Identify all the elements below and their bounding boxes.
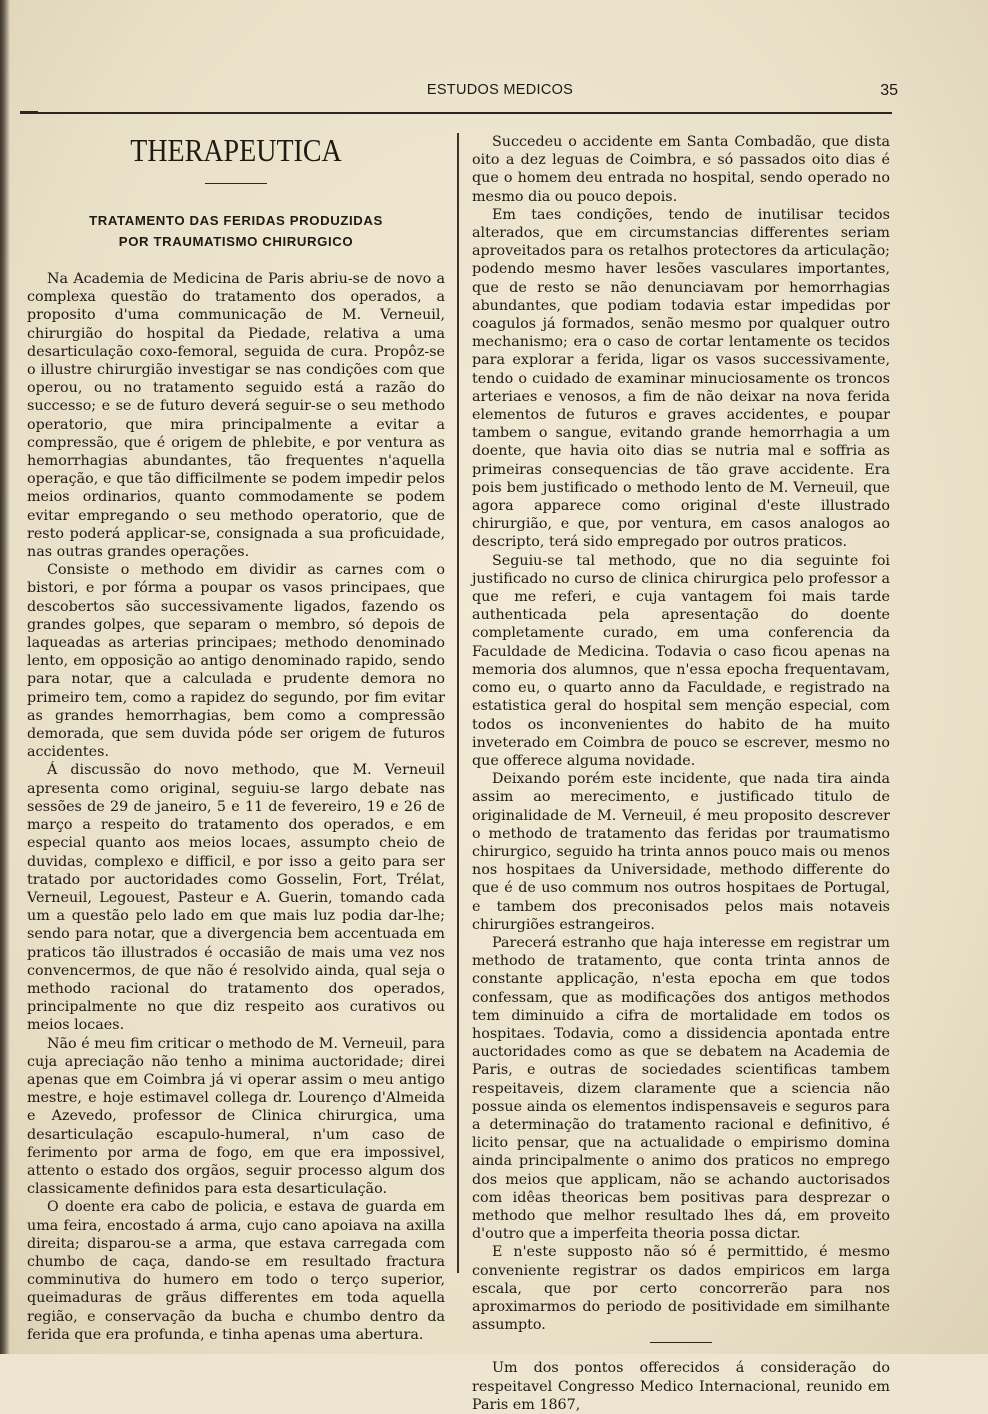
article-subtitle <box>27 210 445 252</box>
right-column <box>472 133 890 1414</box>
subtitle-line-1: TRATAMENTO DAS FERIDAS PRODUZIDAS <box>89 213 383 228</box>
paragraph: Na Academia de Medicina de Paris abriu-se de novo a complexa questão do tratamento dos operados, a proposito d'uma communicação de M. Verneuil, chirurgião do hospital da Piedade, relativa a uma desarticulação coxo-femoral, seguida de cura. Propôz-se o illustre chirurgião investigar se nas condições com que operou, ou no tratamento seguido está a razão do successo; e se de futuro deverá seguir-se o seu methodo operatorio, que mira principalmente a evitar a compressão, que é origem de phlebite, e por ventura as hemorrhagias abundantes, tão frequentes n'aquella operação, e que tão difficilmente se podem impedir pelos meios ordinarios, quanto commodamente se podem evitar empregando o seu methodo operatorio, que de resto poderá applicar-se, consignada a sua proficuidade, nas outras grandes operações. <box>27 271 445 561</box>
paragraph: Deixando porém este incidente, que nada tira ainda assim ao merecimento, e justificado titulo de originalidade de M. Verneuil, é meu proposito descrever o methodo de tratamento das feridas por traumatismo chirurgico, seguido ha trinta annos pouco mais ou menos nos hospitaes da Universidade, methodo differente do que é de uso commum nos outros hospitaes de Portugal, e tambem dos preconisados pelos mais notaveis chirurgiões estrangeiros. <box>472 771 890 933</box>
section-divider-rule <box>650 1342 712 1343</box>
paragraph: Consiste o methodo em dividir as carnes com o bistori, e por fórma a poupar os vasos principaes, que descobertos são successivamente ligados, fazendo os grandes golpes, que separam o membro, só depois de laqueadas as arterias principaes; methodo denominado lento, em opposição ao antigo denominado rapido, sendo para notar, que a calculada e prudente demora no primeiro tem, como a rapidez do segundo, por fim evitar as grandes hemorrhagias, bem como a compressão demorada, que sem duvida póde ser origem de futuros accidentes. <box>27 562 445 761</box>
left-column <box>27 133 445 1344</box>
paragraph: O doente era cabo de policia, e estava de guarda em uma feira, encostado á arma, cujo cano apoiava na axilla direita; disparou-se a arma, que estava carregada com chumbo de caça, dando-se em resultado fractura comminutiva do humero em todo o terço superior, queimaduras de grãus differentes em toda aquella região, e conservação da bucha e chumbo dentro da ferida que era profunda, e tinha apenas uma abertura. <box>27 1199 445 1343</box>
page-number: 35 <box>880 82 898 99</box>
paragraph: Não é meu fim criticar o methodo de M. Verneuil, para cuja apreciação não tenho a minima auctoridade; direi apenas que em Coimbra já vi operar assim o meu antigo mestre, e hoje estimavel collega dr. Lourenço d'Almeida e Azevedo, professor de Clinica chirurgica, uma desarticulação escapulo-humeral, n'um caso de ferimento por arma de fogo, em que era impossivel, attento o estado dos orgãos, seguir processo algum dos classicamente definidos para esta desarticulação. <box>27 1035 445 1198</box>
header-rule <box>20 112 892 114</box>
page-header <box>20 80 980 102</box>
paragraph: Um dos pontos offerecidos á consideração do respeitavel Congresso Medico Internacional, reunido em Paris em 1867, <box>472 1360 890 1413</box>
page-binding-edge <box>0 0 10 1354</box>
paragraph: Á discussão do novo methodo, que M. Verneuil apresenta como original, seguiu-se largo debate nas sessões de 29 de janeiro, 5 e 11 de fevereiro, 19 e 26 de março a respeito do tratamento dos operados, e em especial quanto aos meios locaes, assumpto cheio de duvidas, complexo e difficil, e por isso a geito para ser tratado por auctoridades como Gosselin, Fort, Trélat, Verneuil, Legouest, Pasteur e A. Guerin, tomando cada um a questão pelo lado em que mais luz podia dar-lhe; sendo para notar, que a divergencia bem accentuada em praticos tão illustrados é occasião de mais uma vez nos convencermos, de que não é resolvido ainda, qual seja o methodo racional do tratamento dos operados, principalmente no que diz respeito aos curativos ou meios locaes. <box>27 762 445 1034</box>
section-title: THERAPEUTICA <box>130 133 342 170</box>
paragraph: E n'este supposto não só é permittido, é mesmo conveniente registrar os dados empiricos em larga escala, que por certo concorrerão para nos aproximarmos do periodo de positividade em similhante assumpto. <box>472 1244 890 1334</box>
column-separator <box>457 133 459 1273</box>
title-rule <box>205 183 267 184</box>
paragraph: Succedeu o accidente em Santa Combadão, que dista oito a dez leguas de Coimbra, e só passados oito dias é que o homem deu entrada no hospital, sendo operado no mesmo dia ou pouco depois. <box>472 134 890 205</box>
paragraph: Em taes condições, tendo de inutilisar tecidos alterados, que em circumstancias differentes seriam aproveitados para os retalhos protectores da articulação; podendo mesmo haver lesões vasculares importantes, que de resto se não denunciavam por hemorrhagias abundantes, que podiam todavia estar impedidas por coagulos já formados, senão mesmo por qualquer outro mechanismo; era o caso de cortar lentamente os tecidos para explorar a ferida, ligar os vasos successivamente, tendo o cuidado de examinar minuciosamente os troncos arteriaes e venosos, a fim de não deixar na nova ferida elementos de futuros e graves accidentes, e poupar tambem o sangue, evitando grande hemorrhagia a um doente, que havia oito dias se nutria mal e soffria as primeiras consequencias de tão grave accidente. Era pois bem justificado o methodo lento de M. Verneuil, que agora apparece como original d'este illustrado chirurgião, e que, por ventura, em casos analogos ao descripto, terá sido empregado por outros praticos. <box>472 206 890 551</box>
paragraph: Parecerá estranho que haja interesse em registrar um methodo de tratamento, que conta trinta annos de constante applicação, n'esta epocha em que todos confessam, que as modificações dos antigos methodos tem diminuido a cifra de mortalidade em todos os hospitaes. Todavia, como a dissidencia apontada entre auctoridades como as que se debatem na Academia de Paris, e outras de sociedades scientificas tambem respeitaveis, dizem claramente que a sciencia não possue ainda os elementos indispensaveis e seguros para a determinação do tratamento racional e definitivo, é licito pensar, que na actualidade o empirismo domina ainda principalmente o animo dos praticos no emprego dos meios que applicam, não se achando auctorisados com idêas theoricas bem positivas para desprezar o methodo que melhor resultado lhes dá, em proveito d'outro que a imperfeita theoria possa dictar. <box>472 934 890 1243</box>
paragraph: Seguiu-se tal methodo, que no dia seguinte foi justificado no curso de clinica chirurgica pelo professor a que me referi, e cuja vantagem foi mais tarde authenticada pela apresentação do doente completamente curado, em uma conferencia da Faculdade de Medicina. Todavia o caso ficou apenas na memoria dos alumnos, que n'essa epocha frequentavam, como eu, o quarto anno da Faculdade, e registrado na estatistica geral do hospital sem menção especial, com todos os inconvenientes do habito de ha muito inveterado em Coimbra de pouco se escrever, mesmo no que offerece alguma novidade. <box>472 552 890 769</box>
running-title: ESTUDOS MEDICOS <box>426 82 574 98</box>
subtitle-line-2: POR TRAUMATISMO CHIRURGICO <box>118 234 354 249</box>
